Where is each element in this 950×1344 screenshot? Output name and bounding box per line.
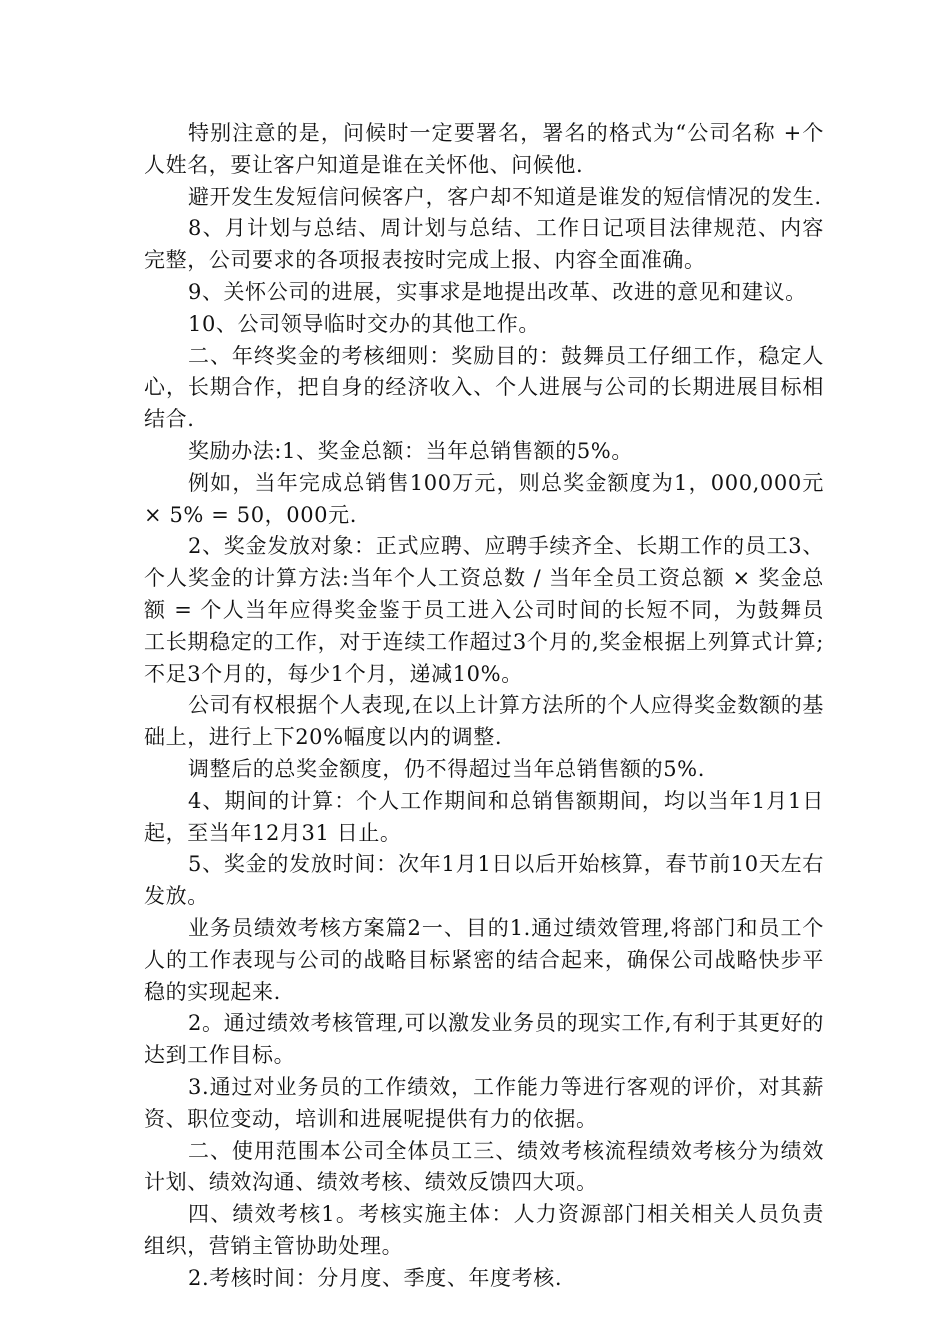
paragraph-bonus-recipients: 2、奖金发放对象：正式应聘、应聘手续齐全、长期工作的员工3、个人奖金的计算方法:当年个人工资总数 / 当年全员工资总额 × 奖金总额 = 个人当年应得奖金鉴于员工进入公司时间的长短不同，为鼓舞员工长期稳定的工作，对于连续工作超过3个月的,奖金根据上列算式计算;不足3个月的，每少1个月，递减10%。 — [144, 534, 824, 686]
paragraph-purpose-2: 2。通过绩效考核管理,可以激发业务员的现实工作,有利于其更好的达到工作目标。 — [144, 1011, 824, 1068]
paragraph-bonus-adjustment: 公司有权根据个人表现,在以上计算方法所的个人应得奖金数额的基础上，进行上下20%幅度以内的调整. — [144, 693, 824, 750]
document-body — [144, 118, 824, 1294]
paragraph-purpose-3: 3.通过对业务员的工作绩效，工作能力等进行客观的评价，对其薪资、职位变动，培训和进展呢提供有力的依据。 — [144, 1074, 824, 1131]
paragraph-signature-note: 特别注意的是，问候时一定要署名，署名的格式为“公司名称 +个人姓名，要让客户知道是谁在关怀他、问候他. — [144, 121, 824, 177]
paragraph-scope-process: 二、使用范围本公司全体员工三、绩效考核流程绩效考核分为绩效计划、绩效沟通、绩效考核、绩效反馈四大项。 — [144, 1138, 824, 1195]
paragraph-period-calculation: 4、期间的计算：个人工作期间和总销售额期间，均以当年1月1日起，至当年12月31 日止。 — [144, 788, 824, 845]
paragraph-bonus-method: 奖励办法:1、奖金总额：当年总销售额的5%。 — [188, 438, 633, 463]
paragraph-payout-time: 5、奖金的发放时间：次年1月1日以后开始核算，春节前10天左右发放。 — [144, 852, 824, 909]
paragraph-item-8: 8、月计划与总结、周计划与总结、工作日记项目法律规范、内容完整，公司要求的各项报表按时完成上报、内容全面准确。 — [144, 216, 824, 273]
paragraph-bonus-cap: 调整后的总奖金额度，仍不得超过当年总销售额的5%. — [188, 756, 705, 781]
paragraph-item-10: 10、公司领导临时交办的其他工作。 — [188, 311, 540, 336]
paragraph-bonus-example: 例如，当年完成总销售100万元，则总奖金额度为1，000,000元 × 5% = 50，000元. — [144, 470, 824, 527]
paragraph-assessment-time: 2.考核时间：分月度、季度、年度考核. — [188, 1265, 563, 1290]
paragraph-item-9: 9、关怀公司的进展，实事求是地提出改革、改进的意见和建议。 — [188, 279, 807, 304]
paragraph-plan-2-purpose: 业务员绩效考核方案篇2一、目的1.通过绩效管理,将部门和员工个人的工作表现与公司的战略目标紧密的结合起来，确保公司战略快步平稳的实现起来. — [144, 915, 824, 1004]
paragraph-bonus-rules: 二、年终奖金的考核细则：奖励目的：鼓舞员工仔细工作，稳定人心，长期合作，把自身的经济收入、个人进展与公司的长期进展目标相结合. — [144, 343, 824, 432]
paragraph-avoid-anonymous-sms: 避开发生发短信问候客户，客户却不知道是谁发的短信情况的发生. — [188, 184, 822, 209]
paragraph-assessment-subject: 四、绩效考核1。考核实施主体：人力资源部门相关相关人员负责组织，营销主管协助处理。 — [144, 1202, 824, 1258]
